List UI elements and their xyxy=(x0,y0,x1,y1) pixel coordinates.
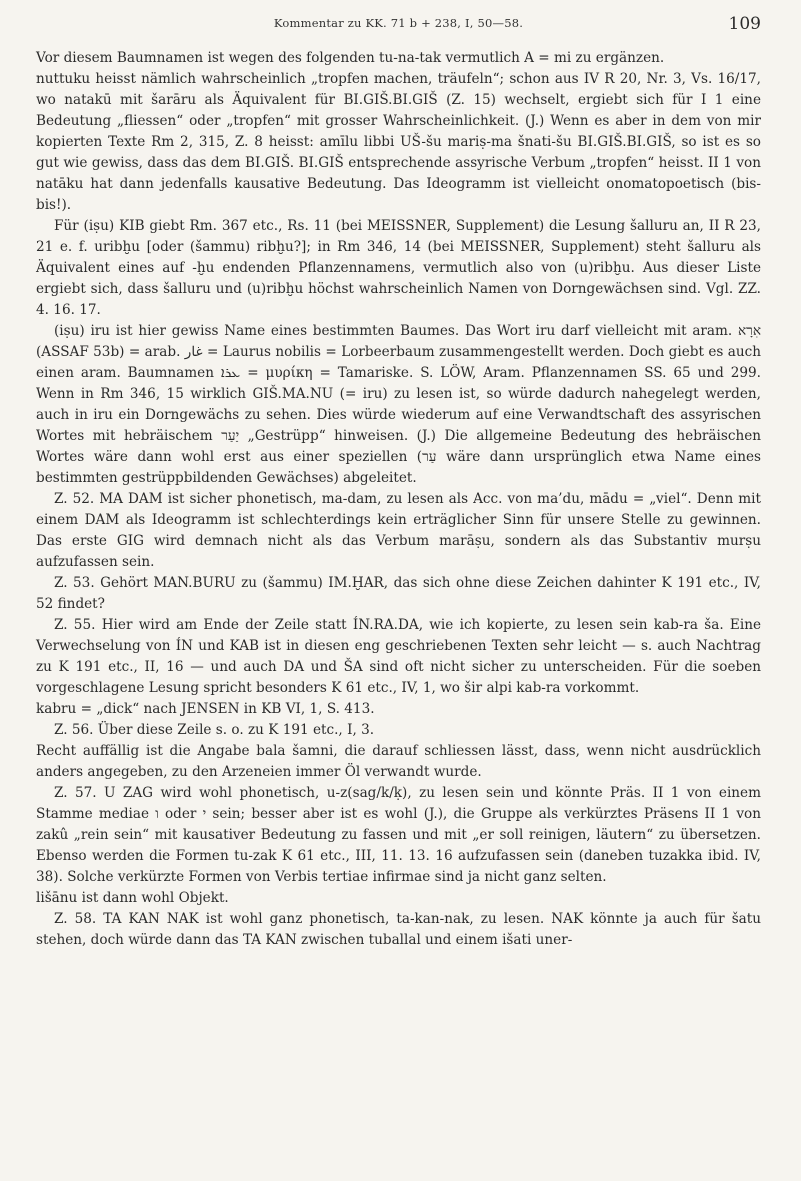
paragraph-bala-samni: Recht auffällig ist die Angabe bala šamni, die darauf schliessen lässt, dass, wenn nicht ausdrücklich anders angegeben, zu den Arzeneien immer Öl verwandt wurde. xyxy=(36,743,761,780)
paragraph-nuttuku: nuttuku heisst nämlich wahrscheinlich „tropfen machen, träufeln“; schon aus IV R 20, Nr. 3, Vs. 16/17, wo natakū mit šarāru als Äquivalent für BI.GIŠ.BI.GIŠ (Z. 15) wechselt, ergiebt sich für I 1 eine Bedeutung „fliessen“ oder „tropfen“ mit grosser Wahrscheinlichkeit. (J.) Wenn es aber in dem von mir kopierten Texte Rm 2, 315, Z. 8 heisst: amīlu libbi UŠ-šu mariṣ-ma šnati-šu BI.GIŠ.BI.GIŠ, so ist es so gut wie gewiss, dass das dem BI.GIŠ. BI.GIŠ entsprechende assyrische Verbum „tropfen“ heisst. II 1 von natāku hat dann jedenfalls kausative Bedeutung. Das Ideogramm ist vielleicht onomatopoetisch (bis-bis!). xyxy=(36,71,761,213)
paragraph-iru: (iṣu) iru ist hier gewiss Name eines bestimmten Baumes. Das Wort iru darf vielleicht mit aram. אִרָא (ASSAF 53b) = arab. غار = Laurus nobilis = Lorbeerbaum zusammengestellt werden. Doch giebt es auch einen aram. Baumnamen ܥܪܐ = μυρίκη = Tamariske. S. LÖW, Aram. Pflanzennamen SS. 65 und 299. Wenn in Rm 346, 15 wirklich GIŠ.MA.NU (= iru) zu lesen ist, so würde dadurch nahegelegt werden, auch in iru ein Dorngewächs zu sehen. Dies würde wiederum auf eine Verwandtschaft des assyrischen Wortes mit hebräischem יַעַר „Gestrüpp“ hinweisen. (J.) Die allgemeine Bedeutung des hebräischen Wortes wäre dann wohl erst aus einer speziellen (עַר wäre dann ursprünglich etwa Name eines bestimmten gestrüppbildenden Gewächses) abgeleitet. xyxy=(36,323,761,486)
paragraph-intro: Vor diesem Baumnamen ist wegen des folgenden tu-na-tak vermutlich A = mi zu ergänzen. xyxy=(36,50,665,66)
paragraph-lisanu: lišānu ist dann wohl Objekt. xyxy=(36,890,229,906)
running-head xyxy=(36,14,761,40)
running-title: Kommentar zu KK. 71 b + 238, I, 50—58. xyxy=(273,16,524,30)
section-z57: Z. 57. U ZAG wird wohl phonetisch, u-z(sag/k/ḳ), zu lesen sein und könnte Präs. II 1 von einem Stamme mediae ו oder י sein; besser aber ist es wohl (J.), die Gruppe als verkürztes Präsens II 1 von zakû „rein sein“ mit kausativer Bedeutung zu fassen und mit „er soll reinigen, läutern“ zu übersetzen. Ebenso werden die Formen tu-zak K 61 etc., III, 11. 13. 16 aufzufassen sein (daneben tuzakka ibid. IV, 38). Solche verkürzte Formen von Verbis tertiae infirmae sind ja nicht ganz selten. xyxy=(36,785,761,885)
section-z53: Z. 53. Gehört MAN.BURU zu (šammu) IM.ḪAR, das sich ohne diese Zeichen dahinter K 191 etc., IV, 52 findet? xyxy=(36,575,761,612)
main-text xyxy=(36,48,761,951)
section-z56: Z. 56. Über diese Zeile s. o. zu K 191 etc., I, 3. xyxy=(54,722,375,738)
section-z52: Z. 52. MA DAM ist sicher phonetisch, ma-dam, zu lesen als Acc. von ma’du, mādu = „viel“. Denn mit einem DAM als Ideogramm ist schlechterdings kein erträglicher Sinn für unsere Stelle zu gewinnen. Das erste GIG wird demnach nicht als das Verbum marāṣu, sondern als das Substantiv murṣu aufzufassen sein. xyxy=(36,491,761,570)
paragraph-kabru: kabru = „dick“ nach JENSEN in KB VI, 1, S. 413. xyxy=(36,701,375,717)
page-number: 109 xyxy=(728,14,761,34)
paragraph-kib: Für (iṣu) KIB giebt Rm. 367 etc., Rs. 11 (bei MEISSNER, Supplement) die Lesung šalluru an, II R 23, 21 e. f. uribḫu [oder (šammu) ribḫu?]; in Rm 346, 14 (bei MEISSNER, Supplement) steht šalluru als Äquivalent eines auf -ḫu endenden Pflanzennamens, vermutlich also von (u)ribḫu. Aus dieser Liste ergiebt sich, dass šalluru und (u)ribḫu höchst wahrscheinlich Namen von Dorngewächsen sind. Vgl. ZZ. 4. 16. 17. xyxy=(36,218,761,318)
section-z55: Z. 55. Hier wird am Ende der Zeile statt ÍN.RA.DA, wie ich kopierte, zu lesen sein kab-ra ša. Eine Verwechselung von ÍN und KAB ist in diesen eng geschriebenen Texten sehr leicht — s. auch Nachtrag zu K 191 etc., II, 16 — und auch DA und ŠA sind oft nicht sicher zu unterscheiden. Für die soeben vorgeschlagene Lesung spricht besonders K 61 etc., IV, 1, wo šir alpi kab-ra vorkommt. xyxy=(36,617,761,696)
section-z58: Z. 58. TA KAN NAK ist wohl ganz phonetisch, ta-kan-nak, zu lesen. NAK könnte ja auch für šatu stehen, doch würde dann das TA KAN zwischen tuballal und einem išati uner- xyxy=(36,911,761,948)
